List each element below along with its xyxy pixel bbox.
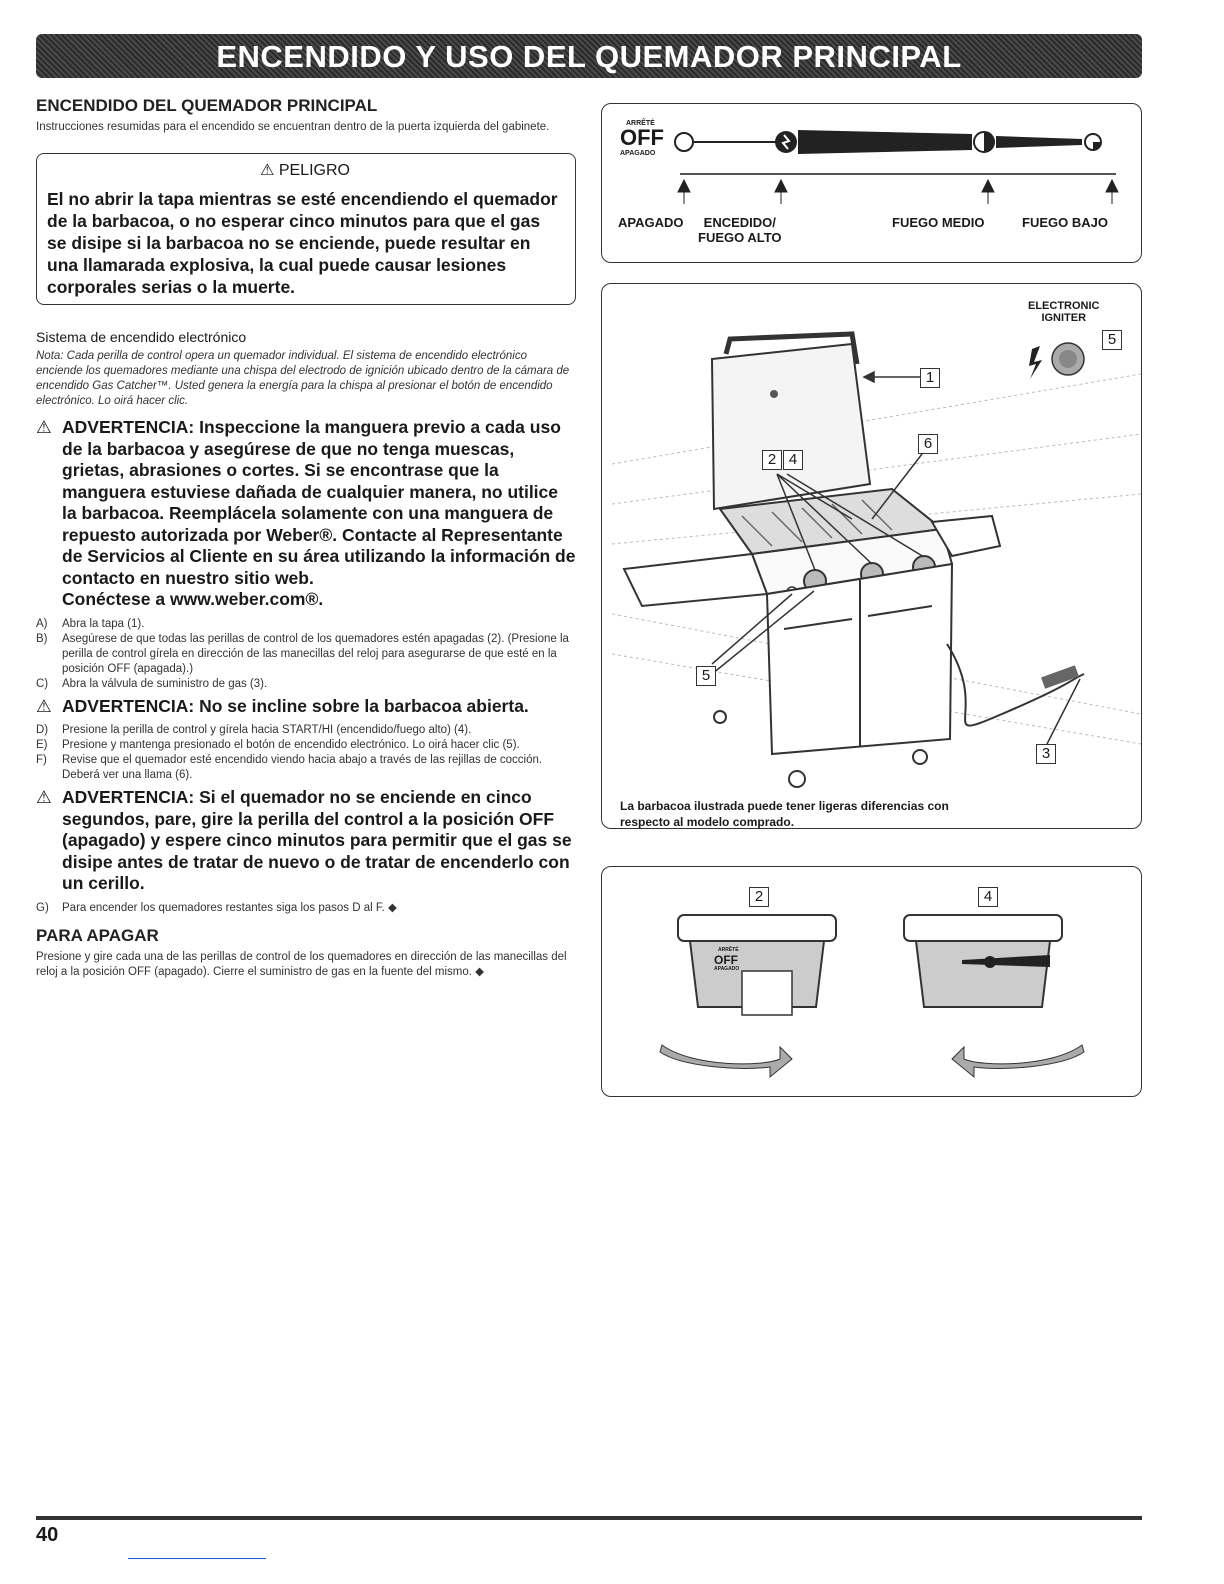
warning-triangle-icon: ⚠: [260, 162, 275, 179]
footer-rule: [36, 1516, 1142, 1520]
callout-1: 1: [920, 368, 940, 388]
grill-illustration: [602, 284, 1141, 828]
steps-d-f: [36, 723, 576, 783]
danger-text: El no abrir la tapa mientras se esté encendiendo el quemador de la barbacoa, o no esperar cinco minutos para que el gas se disipe si la barbacoa no se enciende, puede resultar en una llamarada explosiva, la cual puede causar lesiones corporales serias o la muerte.: [47, 189, 558, 297]
step-letter: D): [36, 724, 49, 736]
dial-apagado: APAGADO: [620, 150, 656, 157]
dial-panel: [601, 103, 1142, 263]
callout-2: 2: [762, 450, 782, 470]
danger-box: [36, 153, 576, 305]
igniter-label-line2: IGNITER: [1041, 312, 1087, 324]
dial-scale-graphic: [672, 122, 1132, 222]
step-letter: C): [36, 677, 49, 690]
knob-off: OFF: [714, 953, 738, 967]
danger-title: [47, 160, 563, 180]
step-letter: B): [36, 632, 48, 645]
step-f: [36, 753, 576, 783]
footer-link-line: [128, 1558, 266, 1559]
step-text: Asegúrese de que todas las perillas de control de los quemadores estén apagadas (2). (Presione la perilla de control gírela en dirección de las manecillas del reloj para asegurarse de que esté en la posición OFF (apagada).): [62, 632, 569, 675]
off-heading: PARA APAGAR: [36, 925, 159, 945]
step-text: Presione la perilla de control y gírela hacia START/HI (encendido/fuego alto) (4).: [62, 724, 472, 736]
knob-callout-4: 4: [978, 887, 998, 907]
ignition-heading: Sistema de encendido electrónico: [36, 329, 247, 345]
knob-callout-2: 2: [749, 887, 769, 907]
left-column: [36, 96, 576, 980]
dial-label-bajo: FUEGO BAJO: [1022, 215, 1108, 230]
warning-hose-text: ADVERTENCIA: Inspeccione la manguera previo a cada uso de la barbacoa y asegúrese de que no tenga muescas, grietas, abrasiones o cortes. Si se encontrase que la manguera estuviese dañada de cualquier manera, no utilice la barbacoa. Reemplácela solamente con una manguera de repuesto autorizada por Weber®. Contacte al Representante de Servicios al Cliente en su área utilizando la información de contacto en nuestro sitio web.: [62, 417, 576, 588]
step-d: [36, 723, 576, 738]
warning-triangle-icon: ⚠: [36, 695, 52, 716]
warning-no-ignite: [36, 787, 576, 895]
intro-text: Instrucciones resumidas para el encendido se encuentran dentro de la puerta izquierda del gabinete.: [36, 121, 550, 133]
dial-label-medio: FUEGO MEDIO: [892, 215, 985, 230]
page-banner: ENCENDIDO Y USO DEL QUEMADOR PRINCIPAL: [36, 34, 1142, 78]
step-text: Presione y mantenga presionado el botón de encendido electrónico. Lo oirá hacer clic (5).: [62, 739, 520, 751]
step-letter: E): [36, 739, 48, 751]
step-a: [36, 617, 576, 632]
section-heading: ENCENDIDO DEL QUEMADOR PRINCIPAL: [36, 96, 378, 115]
step-letter: G): [36, 901, 49, 914]
off-text: Presione y gire cada una de las perillas de control de los quemadores en dirección de las manecillas del reloj a la posición OFF (apagado). Cierre el suministro de gas en la fuente del mismo. ◆: [36, 950, 567, 978]
dial-label-encendido-line1: ENCEDIDO/: [703, 215, 776, 230]
callout-6: 6: [918, 434, 938, 454]
step-b: [36, 632, 576, 677]
knob-panel: [601, 866, 1142, 1097]
step-text: Abra la tapa (1).: [62, 617, 145, 630]
warning-triangle-icon: ⚠: [36, 417, 52, 437]
callout-4: 4: [783, 450, 803, 470]
dial-arrete: ARRÊTÉ: [626, 120, 655, 127]
knob-illustration: [602, 867, 1141, 1096]
knob-apagado: APAGADO: [714, 966, 740, 972]
knob-arrete: ARRÊTÉ: [718, 947, 739, 953]
step-text: Para encender los quemadores restantes siga los pasos D al F. ◆: [62, 901, 397, 914]
page-number: 40: [36, 1524, 59, 1546]
grill-panel: [601, 283, 1142, 829]
step-c: [36, 677, 576, 692]
step-letter: A): [36, 617, 48, 630]
dial-label-apagado: APAGADO: [618, 215, 684, 230]
warning-hose: [36, 417, 576, 611]
dial-label-encendido-line2: FUEGO ALTO: [698, 230, 782, 245]
step-letter: F): [36, 754, 47, 766]
grill-caption: La barbacoa ilustrada puede tener ligeras diferencias con respecto al modelo comprado.: [620, 799, 949, 829]
dial-label-encendido: [698, 215, 782, 245]
warning-no-ignite-text: ADVERTENCIA: Si el quemador no se enciende en cinco segundos, pare, gire la perilla del control a la posición OFF (apagado) y espere cinco minutos para permitir que el gas se disipe antes de tratar de nuevo o de tratar de encenderlo con un cerillo.: [62, 787, 572, 893]
callout-3: 3: [1036, 744, 1056, 764]
step-text: Abra la válvula de suministro de gas (3).: [62, 677, 268, 690]
step-text: Revise que el quemador esté encendido viendo hacia abajo a través de las rejillas de cocción. Deberá ver una llama (6).: [62, 754, 543, 781]
warning-triangle-icon: ⚠: [36, 787, 52, 807]
callout-5: 5: [696, 666, 716, 686]
warning-hose-site: Conéctese a www.weber.com®.: [62, 589, 324, 609]
warning-lean: [36, 696, 576, 718]
igniter-label-line1: ELECTRONIC: [1028, 300, 1100, 312]
step-e: [36, 738, 576, 753]
dial-off: OFF: [620, 125, 664, 150]
callout-5-igniter: 5: [1102, 330, 1122, 350]
steps-a-c: [36, 617, 576, 692]
danger-title-text: PELIGRO: [278, 162, 350, 179]
warning-lean-text: ADVERTENCIA: No se incline sobre la barbacoa abierta.: [62, 695, 529, 716]
step-g: [36, 901, 576, 916]
ignition-note: Nota: Cada perilla de control opera un quemador individual. El sistema de encendido electrónico enciende los quemadores mediante una chispa del electrodo de ignición ubicado dentro de la cámara de encendido Gas Catcher™. Usted genera la energía para la chispa al presionar el botón de encendido electrónico. Lo oirá hacer clic.: [36, 350, 570, 407]
